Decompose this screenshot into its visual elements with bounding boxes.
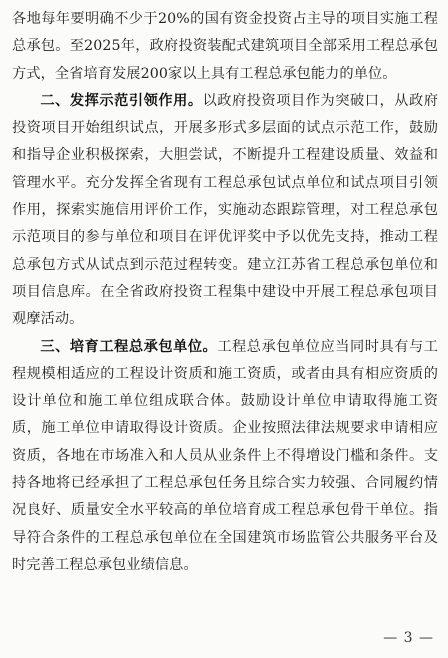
section-cultivate-contractors [12,334,438,580]
page-number: — 3 — [383,630,434,646]
paragraph-text: 各地每年要明确不少于20%的国有资金投资占主导的项目实施工程总承包。至2025年，政府投资装配式建筑项目全部采用工程总承包方式，全省培育发展200家以上具有工程总承包能力的单位。 [12,11,438,82]
section-develop-demonstration [12,88,438,334]
section-body: 以政府投资项目作为突破口，从政府投资项目开始组织试点，开展多形式多层面的试点示范工作，鼓励和指导企业积极探索，大胆尝试，不断提升工程建设质量、效益和管理水平。充分发挥全省现有工程总承包试点单位和试点项目引领作用，探索实施信用评价工作，实施动态跟踪管理，对工程总承包示范项目的参与单位和项目在评优评奖中予以优先支持，推动工程总承包方式从试点到示范过程转变。建立江苏省工程总承包单位和项目信息库。在全省政府投资工程集中建设中开展工程总承包项目观摩活动。 [12,92,438,328]
paragraph-continued [12,6,438,88]
section-heading: 三、培育工程总承包单位。 [40,338,218,355]
section-heading: 二、发挥示范引领作用。 [40,92,203,109]
section-body: 工程总承包单位应当同时具有与工程规模相适应的工程设计资质和施工资质，或者由具有相应资质的设计单位和施工单位组成联合体。鼓励设计单位申请取得施工资质，施工单位申请取得设计资质。企业按照法律法规要求申请相应资质，各地在市场准入和人员从业条件上不得增设门槛和条件。支持各地将已经承担了工程总承包任务且综合实力较强、合同履约情况良好、质量安全水平较高的单位培育成工程总承包骨干单位。指导符合条件的工程总承包单位在全国建筑市场监管公共服务平台及时完善工程总承包业绩信息。 [12,338,438,573]
